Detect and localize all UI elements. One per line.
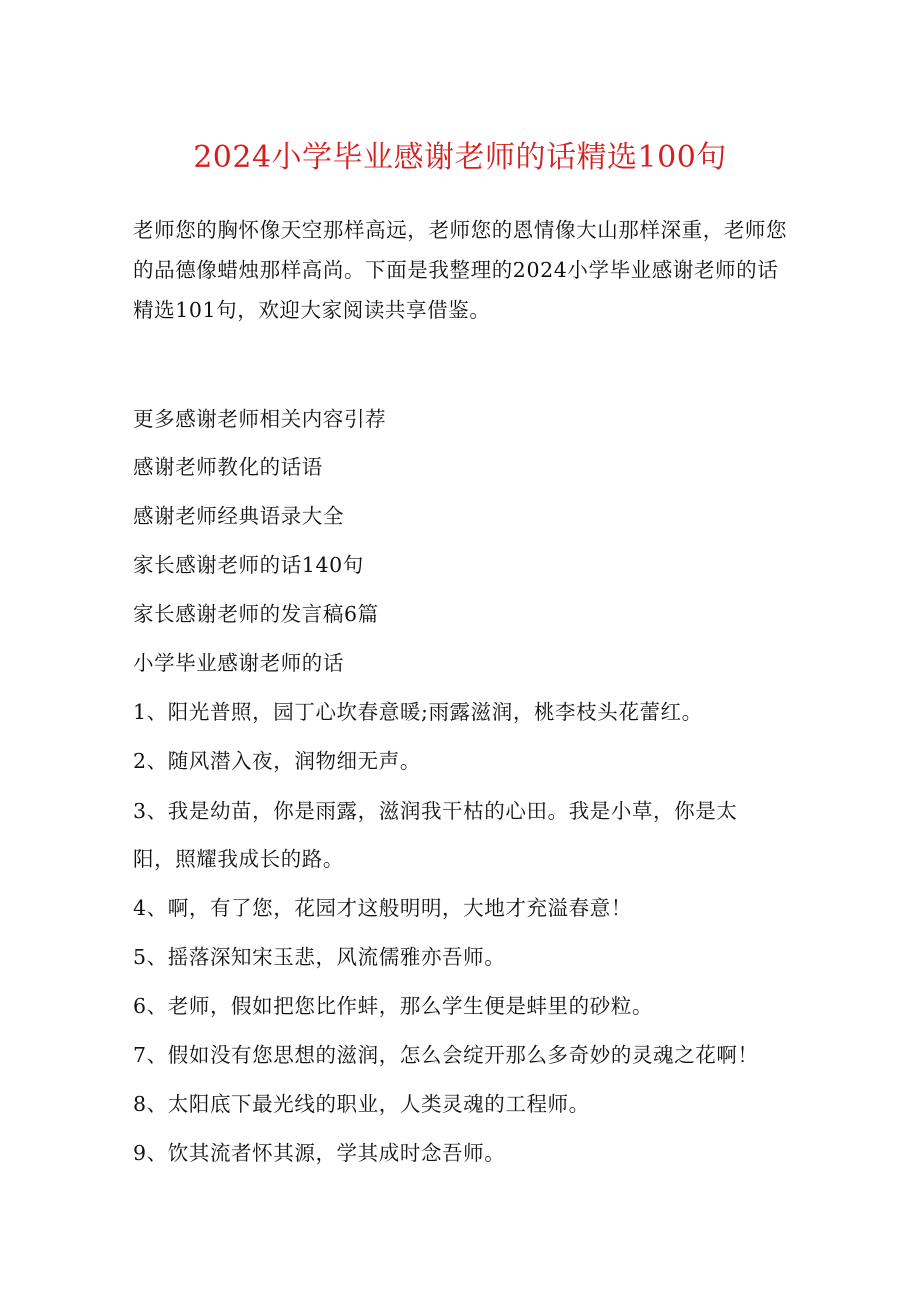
related-link-3: 家长感谢老师的话140句 bbox=[133, 553, 364, 577]
list-item: 5、摇落深知宋玉悲，风流儒雅亦吾师。 bbox=[133, 945, 506, 969]
section-heading: 小学毕业感谢老师的话 bbox=[133, 651, 344, 675]
related-link-1: 感谢老师教化的话语 bbox=[133, 455, 323, 479]
list-item: 4、啊，有了您，花园才这般明明，大地才充溢春意！ bbox=[133, 896, 632, 920]
related-link-4: 家长感谢老师的发言稿6篇 bbox=[133, 602, 379, 626]
list-item: 9、饮其流者怀其源，学其成时念吾师。 bbox=[133, 1141, 506, 1165]
document-title: 2024小学毕业感谢老师的话精选100句 bbox=[193, 140, 727, 175]
related-link-2: 感谢老师经典语录大全 bbox=[133, 504, 344, 528]
list-item: 3、我是幼苗，你是雨露，滋润我干枯的心田。我是小草，你是太阳，照耀我成长的路。 bbox=[133, 799, 738, 871]
intro-paragraph: 老师您的胸怀像天空那样高远，老师您的恩情像大山那样深重，老师您的品德像蜡烛那样高尚。下面是我整理的2024小学毕业感谢老师的话精选101句，欢迎大家阅读共享借鉴。 bbox=[133, 218, 788, 322]
list-item: 1、阳光普照，园丁心坎春意暖;雨露滋润，桃李枝头花蕾红。 bbox=[133, 700, 703, 724]
list-item: 2、随风潜入夜，润物细无声。 bbox=[133, 749, 421, 773]
list-item: 8、太阳底下最光线的职业，人类灵魂的工程师。 bbox=[133, 1092, 590, 1116]
list-item: 7、假如没有您思想的滋润，怎么会绽开那么多奇妙的灵魂之花啊！ bbox=[133, 1043, 759, 1067]
related-heading: 更多感谢老师相关内容引荐 bbox=[133, 407, 387, 431]
list-item: 6、老师，假如把您比作蚌，那么学生便是蚌里的砂粒。 bbox=[133, 994, 654, 1018]
